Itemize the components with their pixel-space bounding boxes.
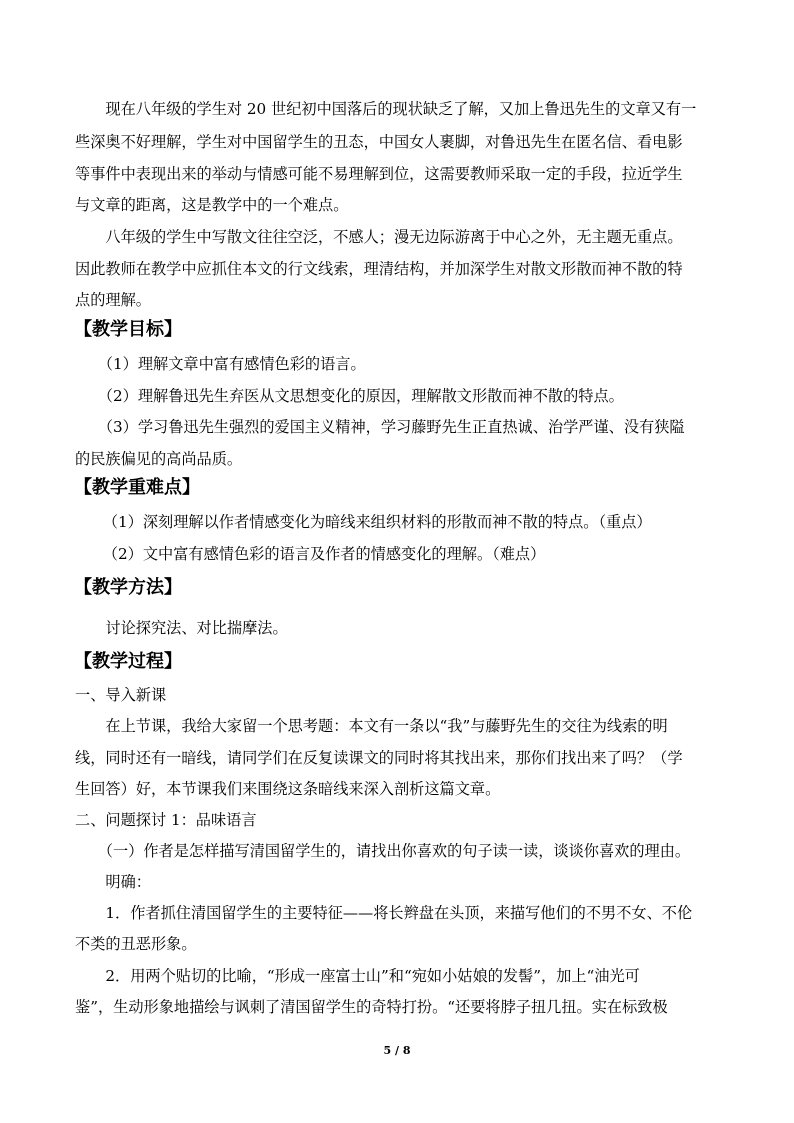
text-line: 些深奥不好理解，学生对中国留学生的丑态，中国女人裹脚，对鲁迅先生在匿名信、看电影 <box>75 133 683 151</box>
text-line: （2）文中富有感情色彩的语言及作者的情感变化的理解。（难点） <box>80 545 546 563</box>
text-line: （一）作者是怎样描写清国留学生的，请找出你喜欢的句子读一读，谈谈你喜欢的理由。 <box>75 842 691 860</box>
text-line: 现在八年级的学生对 20 世纪初中国落后的现状缺乏了解，又加上鲁迅先生的文章又有一 <box>75 100 697 118</box>
section-heading: 【教学目标】 <box>74 319 182 340</box>
text-line: 八年级的学生中写散文往往空泛，不感人；漫无边际游离于中心之外，无主题无重点。 <box>75 228 683 246</box>
section-heading: 【教学方法】 <box>74 577 182 598</box>
section-heading: 【教学重难点】 <box>74 477 200 498</box>
text-line: 点的理解。 <box>75 291 151 309</box>
text-line: （1）理解文章中富有感情色彩的语言。 <box>75 355 366 373</box>
text-line: 在上节课，我给大家留一个思考题：本文有一条以“我”与藤野先生的交往为线索的明 <box>75 717 668 735</box>
text-line: 1．作者抓住清国留学生的主要特征——将长辫盘在头顶，来描写他们的不男不女、不伦 <box>75 904 693 922</box>
text-line: 与文章的距离，这是教学中的一个难点。 <box>75 196 349 214</box>
text-line: 不类的丑恶形象。 <box>75 935 197 953</box>
page-number: 5 / 8 <box>383 1044 411 1057</box>
text-line: 明确： <box>75 873 151 891</box>
text-line: 鉴”，生动形象地描绘与讽刺了清国留学生的奇特打扮。“还要将脖子扭几扭。实在标致极 <box>75 998 668 1016</box>
section-heading: 【教学过程】 <box>74 651 182 672</box>
text-line: 讨论探究法、对比揣摩法。 <box>75 619 288 637</box>
text-line: （2）理解鲁迅先生弃医从文思想变化的原因，理解散文形散而神不散的特点。 <box>75 387 624 405</box>
text-line: 二、问题探讨 1：品味语言 <box>75 811 257 829</box>
text-line: 因此教师在教学中应抓住本文的行文线索，理清结构，并加深学生对散文形散而神不散的特 <box>75 260 683 278</box>
text-line: 线，同时还有一暗线，请同学们在反复读课文的同时将其找出来，那你们找出来了吗？（学 <box>75 749 683 767</box>
text-line: 2．用两个贴切的比喻，“形成一座富士山”和“宛如小姑娘的发髻”，加上“油光可 <box>75 967 640 985</box>
text-line: 生回答）好，本节课我们来围绕这条暗线来深入剖析这篇文章。 <box>75 780 501 798</box>
text-line: （3）学习鲁迅先生强烈的爱国主义精神，学习藤野先生正直热诚、治学严谨、没有狭隘 <box>75 418 685 436</box>
text-line: 一、导入新课 <box>75 686 167 704</box>
text-line: 的民族偏见的高尚品质。 <box>75 450 243 468</box>
text-line: （1）深刻理解以作者情感变化为暗线来组织材料的形散而神不散的特点。（重点） <box>80 513 652 531</box>
text-line: 等事件中表现出来的举动与情感可能不易理解到位，这需要教师采取一定的手段，拉近学生 <box>75 165 683 183</box>
